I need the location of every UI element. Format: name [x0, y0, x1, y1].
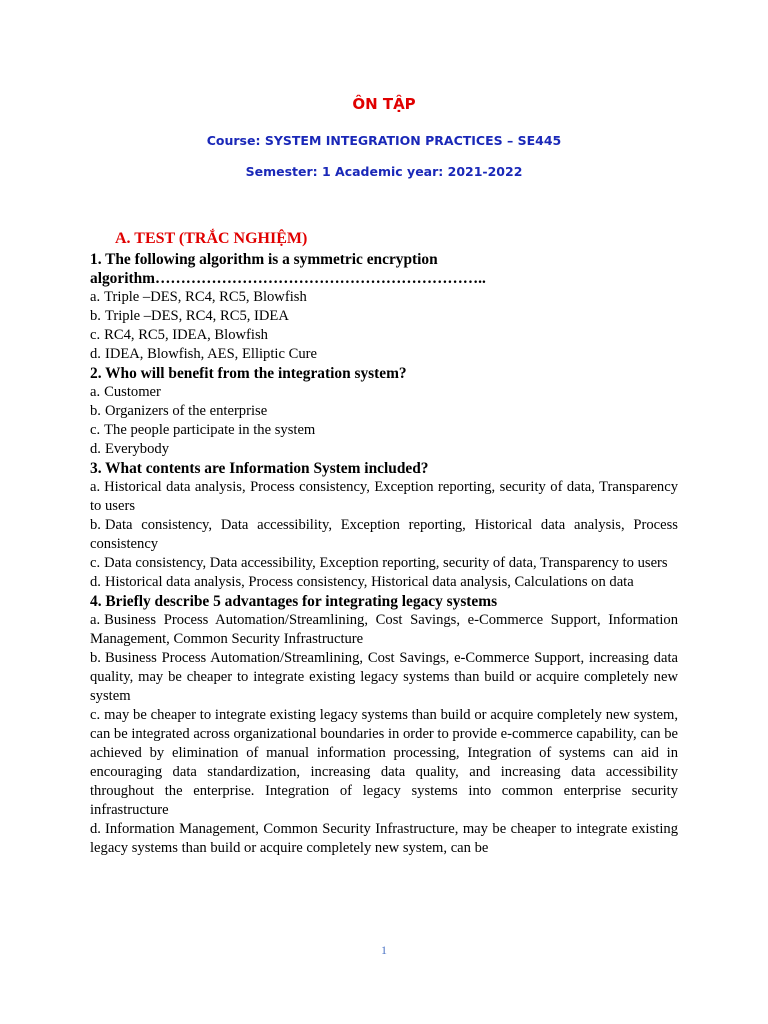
answer-option: d. Historical data analysis, Process consistency, Historical data analysis, Calculations on data [90, 574, 634, 590]
question-text: 2. Who will benefit from the integration system? [90, 365, 407, 382]
question-text: 3. What contents are Information System included? [90, 460, 429, 477]
answer-option: a. Customer [90, 384, 161, 400]
document-title: ÔN TẬP [352, 95, 416, 113]
section-heading: A. TEST (TRẮC NGHIỆM) [115, 230, 308, 247]
answer-option: b. Triple –DES, RC4, RC5, IDEA [90, 308, 289, 324]
question-text: 4. Briefly describe 5 advantages for integrating legacy systems [90, 593, 498, 610]
question-block [90, 459, 678, 592]
question-text: 1. The following algorithm is a symmetric encryption algorithm……………………………………………………….. [90, 251, 486, 287]
page-number: 1 [381, 943, 387, 957]
answer-option: c. The people participate in the system [90, 422, 316, 438]
answer-option: d. Information Management, Common Security Infrastructure, may be cheaper to integrate existing legacy systems than build or acquire completely new system, can be [90, 821, 678, 856]
answer-option: c. RC4, RC5, IDEA, Blowfish [90, 327, 268, 343]
answer-option: b. Organizers of the enterprise [90, 403, 268, 419]
question-block [90, 364, 678, 459]
answer-option: d. IDEA, Blowfish, AES, Elliptic Cure [90, 346, 317, 362]
answer-option: c. may be cheaper to integrate existing legacy systems than build or acquire completely new system, can be integrated across organizational boundaries in order to provide e-commerce capability, can be achieved by elimination of manual information processing, Integration of systems can aid in encouraging data standardization, increasing data quality, and increasing data accessibility throughout the enterprise. Integration of legacy systems into common enterprise security infrastructure [90, 707, 678, 818]
semester-line: Semester: 1 Academic year: 2021-2022 [245, 164, 523, 179]
answer-option: d. Everybody [90, 441, 169, 457]
answer-option: c. Data consistency, Data accessibility, Exception reporting, security of data, Transparency to users [90, 555, 668, 571]
answer-option: a. Triple –DES, RC4, RC5, Blowfish [90, 289, 307, 305]
answer-option: a. Historical data analysis, Process consistency, Exception reporting, security of data, Transparency to users [90, 479, 678, 514]
question-block [90, 250, 678, 364]
answer-option: a. Business Process Automation/Streamlining, Cost Savings, e-Commerce Support, Information Management, Common Security Infrastructure [90, 612, 678, 647]
answer-option: b. Data consistency, Data accessibility, Exception reporting, Historical data analysis, Process consistency [90, 517, 678, 552]
answer-option: b. Business Process Automation/Streamlining, Cost Savings, e-Commerce Support, increasing data quality, may be cheaper to integrate existing legacy systems than build or acquire completely new system [90, 650, 678, 704]
question-list [90, 250, 678, 858]
course-line: Course: SYSTEM INTEGRATION PRACTICES – SE445 [206, 133, 562, 148]
question-block [90, 592, 678, 858]
